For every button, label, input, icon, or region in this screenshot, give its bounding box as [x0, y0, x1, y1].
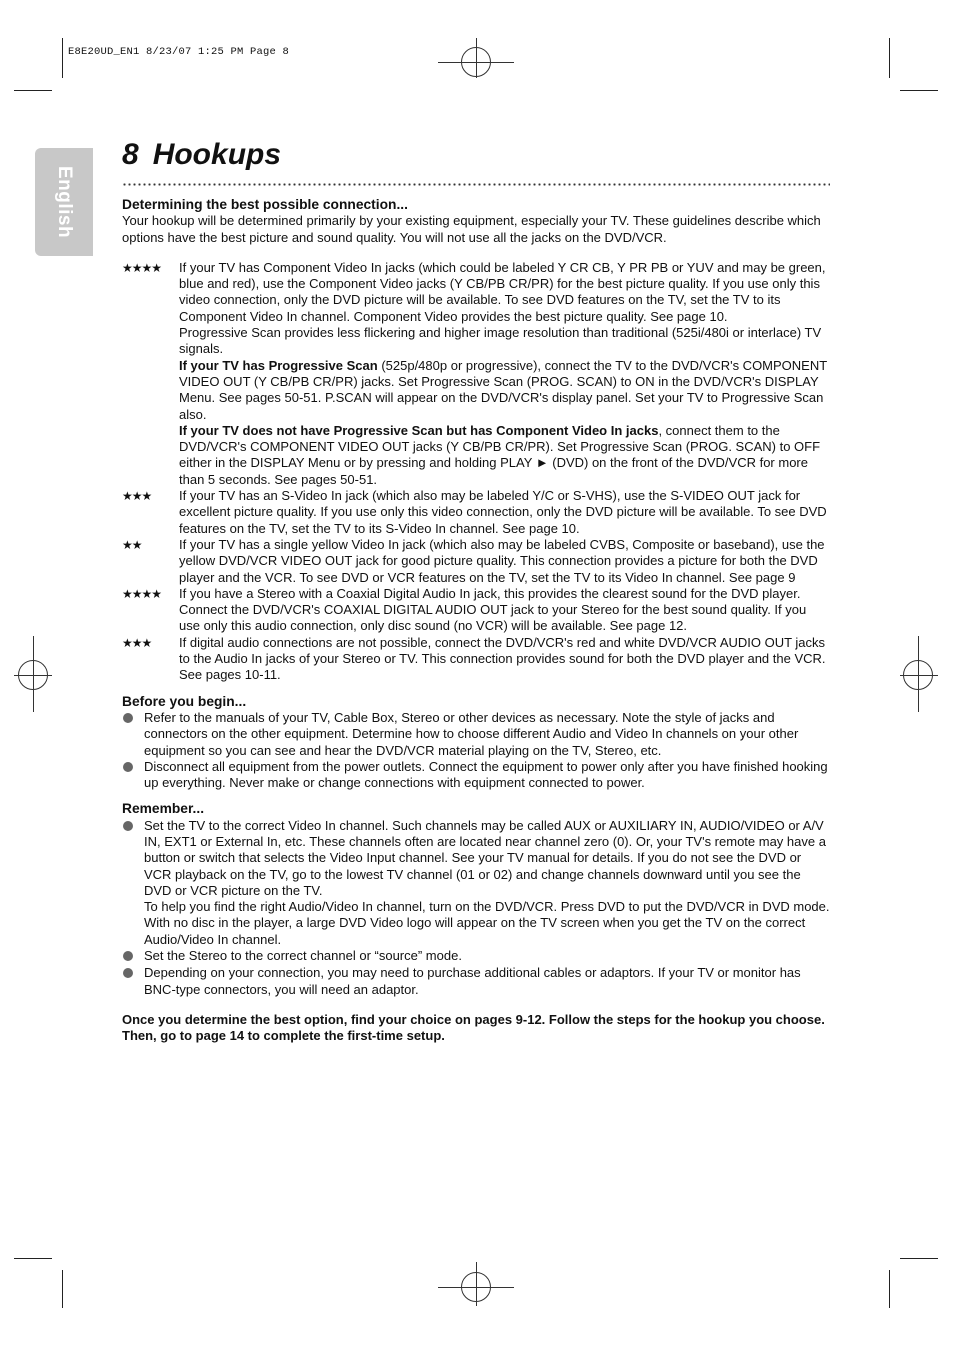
rating-item — [122, 586, 830, 635]
rating-text: If your TV has a single yellow Video In jack (which also may be labeled CVBS, Composite or baseband), use the yellow DVD/VCR VIDEO OUT jack for good picture quality. This connection provides a picture for both the DVD player and the VCR. To see DVD or VCR features on the TV, set the TV to its Video In channel. See page 9 — [179, 536, 825, 585]
remember-section — [122, 801, 830, 998]
star-rating: ★★★★ — [122, 260, 162, 275]
rating-text: If digital audio connections are not possible, connect the DVD/VCR's red and white DVD/VCR AUDIO OUT jacks to the Audio In jacks of your Stereo or TV. This connection provides sound for both the DVD player and the VCR. See pages 10-11. — [179, 634, 826, 683]
crop-mark — [62, 38, 63, 78]
bullet-icon — [123, 713, 133, 723]
section-heading-before: Before you begin... — [122, 693, 247, 709]
rating-item — [122, 260, 830, 488]
star-rating: ★★★★ — [122, 586, 162, 601]
crop-mark — [889, 1270, 890, 1308]
crop-mark — [900, 90, 938, 91]
bullet-icon — [123, 821, 133, 831]
language-tab-label: English — [54, 165, 75, 239]
rating-text: Progressive Scan provides less flickering and higher image resolution than traditional (525i/480i or interlace) TV signals. — [179, 325, 822, 357]
dotted-divider — [122, 183, 830, 186]
bullet-icon — [123, 951, 133, 961]
star-rating: ★★ — [122, 537, 142, 552]
main-content — [122, 197, 830, 1045]
list-item-text: Set the TV to the correct Video In channel. Such channels may be called AUX or AUXILIARY IN, AUDIO/VIDEO or A/V IN, EXT1 or External In, etc. These channels often are located near channel zero (0). Or, your TV's remote may have a button or switch that selects the Video Input channel. See your TV manual for details. If you do not see the DVD or VCR playback on the TV, go to the lowest TV channel (01 or 02) and change channels downward until you see the DVD or VCR picture on the TV. — [144, 817, 826, 898]
page-number: 8 — [122, 138, 139, 171]
crop-mark — [889, 38, 890, 78]
page-title — [122, 138, 281, 172]
closing-paragraph: Once you determine the best option, find your choice on pages 9-12. Follow the steps for the hookup you choose. Then, go to page 14 to complete the first-time setup. — [122, 1011, 825, 1044]
list-item — [122, 818, 830, 948]
section-heading-remember: Remember... — [122, 801, 205, 817]
list-item — [122, 965, 830, 998]
language-tab — [35, 148, 93, 256]
list-item — [122, 948, 830, 965]
star-rating: ★★★ — [122, 635, 152, 650]
rating-emphasis: If your TV does not have Progressive Scan but has Component Video In jacks — [179, 422, 659, 438]
rating-text: If your TV has Component Video In jacks (which could be labeled Y CR CB, Y PR PB or YUV and may be green, blue and red), use the Component Video jacks (Y CB/PB CR/PR) for the best picture quality. If you use only this video connection, only the DVD picture will be available. To see DVD features on the TV, set the TV to its Component Video In channel. Component Video provides the best picture quality. See page 10. — [179, 259, 826, 324]
list-item-text: Depending on your connection, you may need to purchase additional cables or adaptors. If your TV or monitor has BNC-type connectors, you will need an adaptor. — [144, 965, 801, 997]
bullet-icon — [123, 762, 133, 772]
list-item-text: Disconnect all equipment from the power outlets. Connect the equipment to power only after you have finished hooking up everything. Never make or change connections with equipment connected to power. — [144, 758, 828, 791]
list-item-text: Refer to the manuals of your TV, Cable Box, Stereo or other devices as necessary. Note the style of jacks and connectors on the other equipment. Determine how to choose different Audio and Video In channels on your other equipment so you can see and hear the DVD/VCR material playing on the TV, Stereo, etc. — [144, 709, 799, 758]
rating-emphasis: If your TV has Progressive Scan — [179, 357, 378, 373]
rating-item — [122, 635, 830, 684]
rating-text: , connect them to the DVD/VCR's COMPONENT VIDEO OUT jacks (Y CB/PB CR/PR). Set Progressive Scan (PROG. SCAN) to OFF either in the DISPLAY Menu or by pressing and holding PLAY ► (DVD) on the front of the DVD/VCR for more than 5 seconds. See pages 50-51. — [179, 422, 821, 487]
star-rating: ★★★ — [122, 489, 152, 504]
list-item — [122, 759, 830, 792]
crop-mark — [14, 1258, 52, 1259]
rating-text: If you have a Stereo with a Coaxial Digital Audio In jack, this provides the clearest sound for the DVD player. Connect the DVD/VCR's COAXIAL DIGITAL AUDIO OUT jack to your Stereo for the best sound quality. If you use only this audio connection, only disc sound (no VCR) will be available. See page 12. — [179, 585, 807, 634]
crop-mark — [14, 90, 52, 91]
before-you-begin-section — [122, 694, 830, 792]
page-title-text: Hookups — [152, 138, 282, 171]
rating-item — [122, 537, 830, 586]
rating-item — [122, 488, 830, 537]
print-slug: E8E20UD_EN1 8/23/07 1:25 PM Page 8 — [68, 46, 290, 58]
rating-text: (525p/480p or progressive), connect the TV to the DVD/VCR's COMPONENT VIDEO OUT (Y CB/PB CR/PR) jacks. Set Progressive Scan (PROG. SCAN) to ON in the DVD/VCR's DISPLAY Menu. See pages 50-51. P.SCAN will appear on the DVD/VCR's display panel. Set your TV to Progressive Scan also. — [179, 357, 827, 422]
list-item-text: To help you find the right Audio/Video In channel, turn on the DVD/VCR. Press DVD to put the DVD/VCR in DVD mode. With no disc in the player, a large DVD Video logo will appear on the TV screen when you get the TV on the correct Audio/Video In channel. — [144, 899, 830, 947]
intro-paragraph: Your hookup will be determined primarily by your existing equipment, especially your TV. These guidelines describe which options have the best picture and sound quality. You will not use all the jacks on the DVD/VCR. — [122, 213, 821, 245]
list-item — [122, 710, 830, 759]
crop-mark — [62, 1270, 63, 1308]
crop-mark — [900, 1258, 938, 1259]
rating-text: If your TV has an S-Video In jack (which also may be labeled Y/C or S-VHS), use the S-VIDEO OUT jack for excellent picture quality. If you use only this video connection, only the DVD picture will be available. To see DVD features on the TV, set the TV to its S-Video In channel. See page 10. — [179, 488, 827, 536]
section-heading-connection: Determining the best possible connection... — [122, 197, 408, 212]
list-item-text: Set the Stereo to the correct channel or “source” mode. — [144, 948, 462, 964]
bullet-icon — [123, 968, 133, 978]
